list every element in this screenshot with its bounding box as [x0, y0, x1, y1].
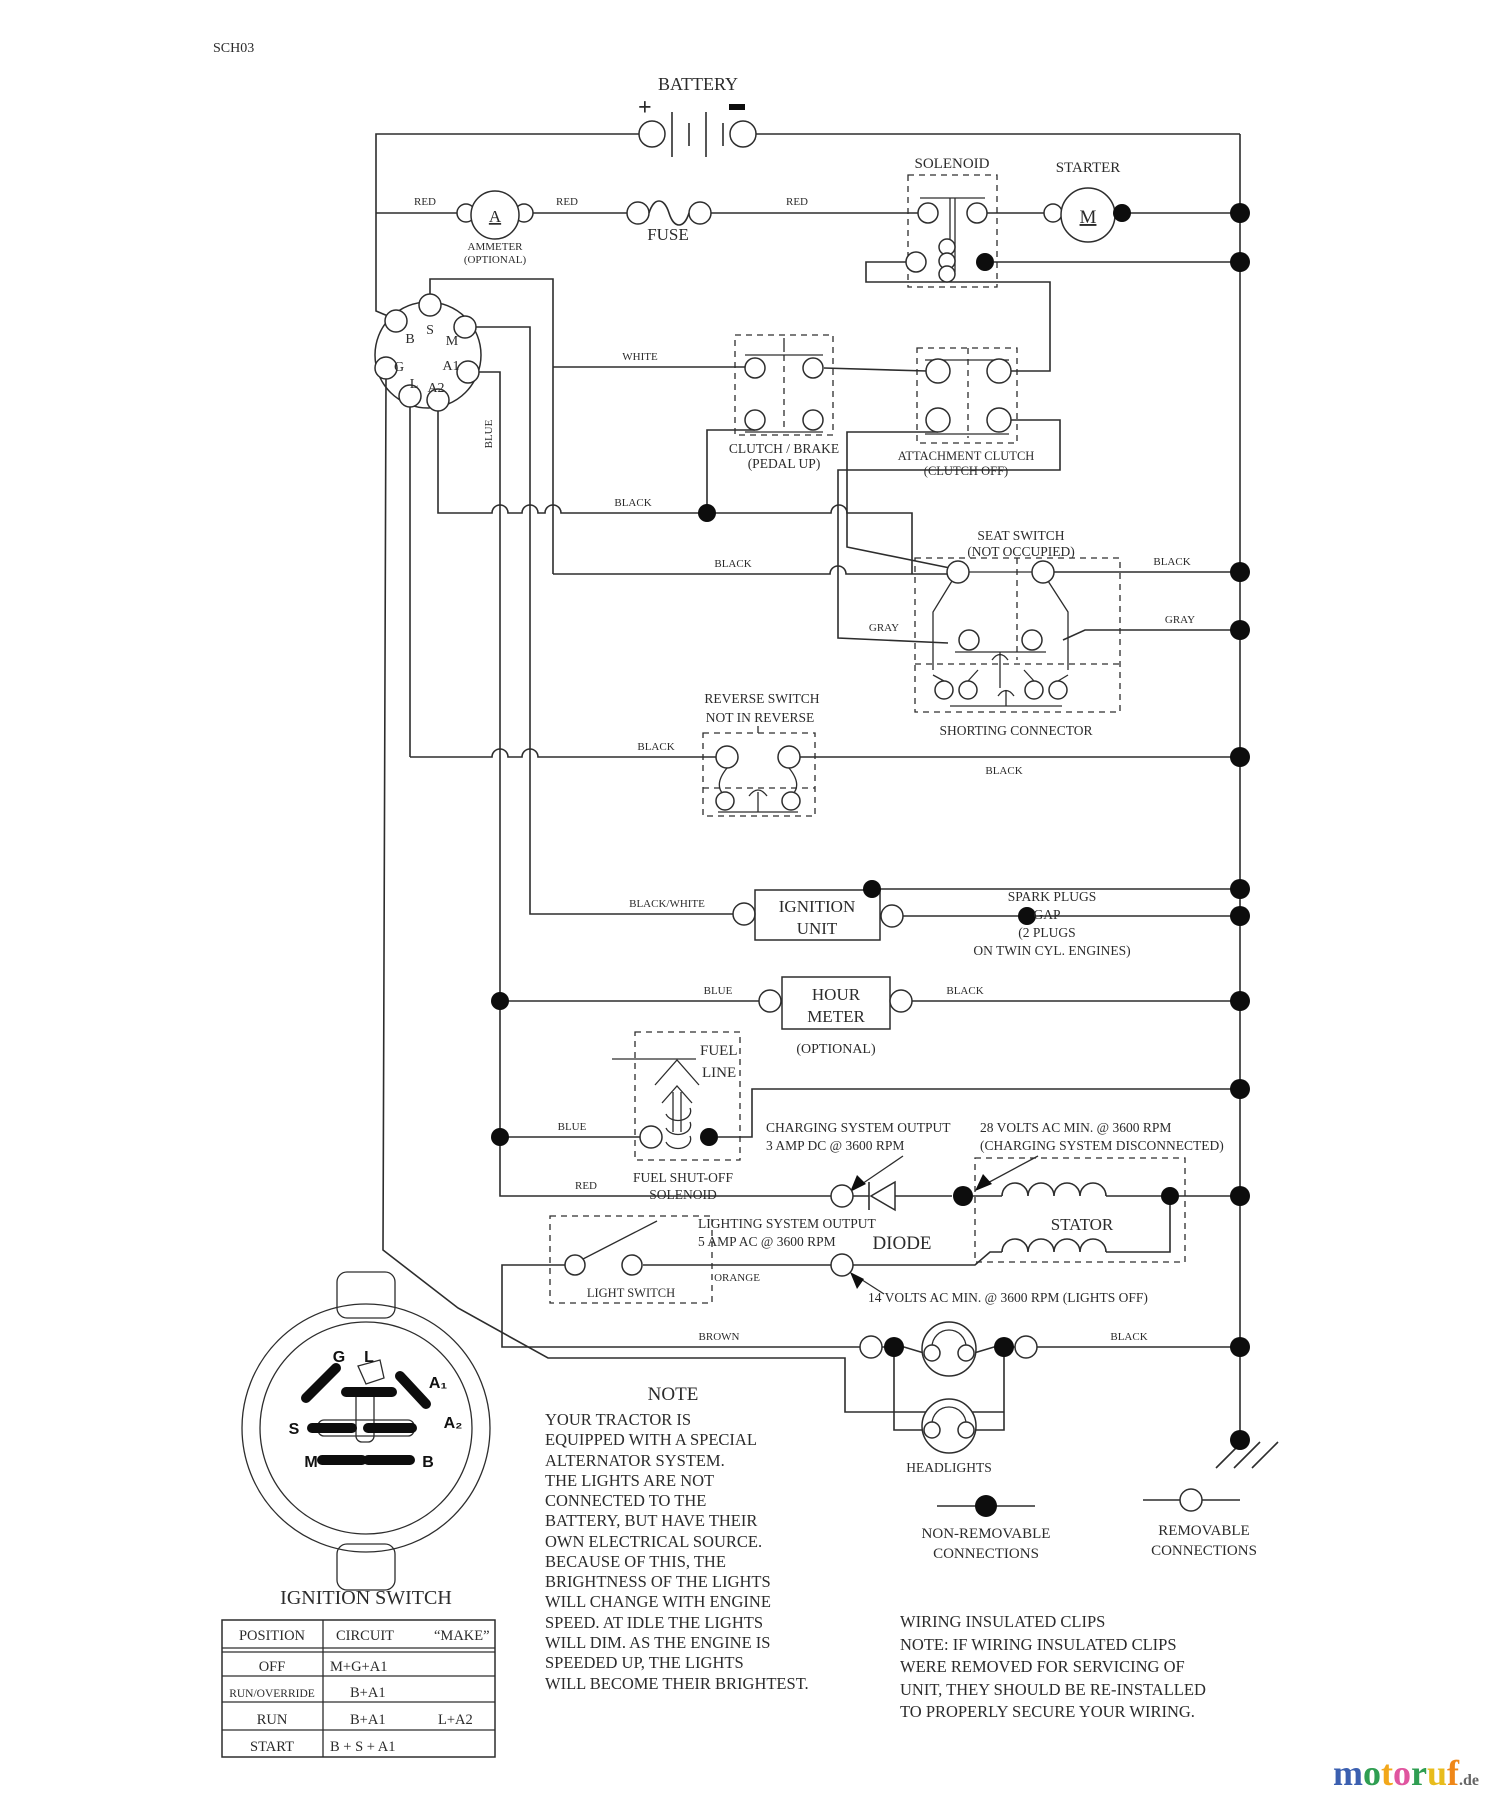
wire-label-blue: BLUE	[557, 1121, 587, 1133]
ignition-switch-title: IGNITION SWITCH	[280, 1587, 452, 1609]
wire-label-red: RED	[414, 196, 436, 208]
logo-letter: o	[1363, 1753, 1381, 1793]
ammeter-optional: (OPTIONAL)	[463, 254, 527, 266]
hour-meter-label: HOUR	[811, 985, 861, 1004]
fuel-shutoff-solenoid	[612, 1032, 740, 1202]
switch-terminal-m: M	[304, 1454, 318, 1471]
note-title: NOTE	[647, 1384, 699, 1405]
clips-note-line: WERE REMOVED FOR SERVICING OF	[900, 1657, 1185, 1676]
switch-terminal-a1: A₁	[428, 1375, 448, 1392]
clips-note-line: UNIT, THEY SHOULD BE RE-INSTALLED	[900, 1680, 1206, 1699]
clips-note	[900, 1612, 1206, 1721]
solenoid	[906, 156, 997, 287]
switch-terminal-s: S	[288, 1421, 300, 1438]
junction-dot	[1230, 562, 1250, 582]
junction-dot	[1230, 747, 1250, 767]
legend-label: REMOVABLE	[1158, 1523, 1250, 1539]
ignition-unit-sub: UNIT	[796, 919, 838, 938]
table-cell: B + S + A1	[330, 1739, 396, 1755]
plug-terminal-l: L	[409, 377, 419, 392]
wire-label-blue: BLUE	[483, 419, 495, 449]
plug-terminal-s: S	[426, 323, 434, 338]
volts28-arrowhead-icon	[975, 1174, 992, 1191]
fuse	[627, 201, 711, 244]
note-block	[545, 1384, 809, 1693]
spark-plugs-line: SPARK PLUGS	[1007, 889, 1097, 904]
wire-m-run	[476, 327, 733, 914]
plug-terminal-a1: A1	[442, 359, 460, 374]
headlights	[860, 1322, 1037, 1475]
spark-plugs-line: GAP	[1033, 907, 1061, 922]
non-removable-icon	[975, 1495, 997, 1517]
junction-dot	[698, 504, 716, 522]
note-line: WILL CHANGE WITH ENGINE	[545, 1592, 771, 1611]
volts28-label: 28 VOLTS AC MIN. @ 3600 RPM	[980, 1120, 1172, 1135]
battery-label: BATTERY	[657, 74, 739, 94]
fuel-coil-icon	[666, 1108, 691, 1148]
wire-switch-link	[383, 379, 1004, 1412]
lighting-output-label: LIGHTING SYSTEM OUTPUT	[698, 1216, 876, 1231]
attachment-clutch-switch	[898, 348, 1035, 478]
junction-dot	[1113, 204, 1131, 222]
table-cell: RUN	[256, 1712, 288, 1728]
table-cell: START	[250, 1739, 294, 1755]
starter-symbol: M	[1079, 207, 1097, 228]
junction-dot	[1230, 252, 1250, 272]
table-cell: OFF	[258, 1659, 286, 1675]
note-line: SPEED. AT IDLE THE LIGHTS	[545, 1613, 764, 1632]
ammeter-label: AMMETER	[467, 241, 523, 253]
logo-letter: r	[1411, 1753, 1427, 1793]
fuel-arrow-icon	[655, 1060, 699, 1132]
junction-dot	[1230, 906, 1250, 926]
plug-terminal-a2: A2	[427, 381, 445, 396]
table-header-make: “MAKE”	[434, 1628, 490, 1644]
plug-terminal-b: B	[405, 332, 415, 347]
seat-switch-label: SEAT SWITCH	[977, 528, 1065, 543]
note-line: YOUR TRACTOR IS	[545, 1410, 692, 1429]
reverse-switch	[703, 691, 820, 816]
volts14-arrowhead-icon	[850, 1272, 864, 1289]
ignition-unit-label: IGNITION	[778, 897, 856, 916]
wire-solenoid-return	[866, 262, 1050, 371]
logo-letter: f	[1447, 1753, 1460, 1793]
shorting-connector	[933, 670, 1093, 738]
wire-label-black: BLACK	[946, 985, 984, 997]
motoruf-logo	[1333, 1753, 1479, 1793]
clips-note-line: WIRING INSULATED CLIPS	[900, 1612, 1106, 1631]
volts28-arrow	[982, 1156, 1038, 1186]
wire-label-white: WHITE	[622, 351, 658, 363]
svg-text:motoruf.de	[1333, 1753, 1479, 1793]
junction-dot	[1161, 1187, 1179, 1205]
junction-dot	[1230, 1079, 1250, 1099]
stator-coil-icon	[1002, 1183, 1106, 1196]
junction-dot	[700, 1128, 718, 1146]
wire-label-orange: ORANGE	[714, 1272, 760, 1284]
note-line: EQUIPPED WITH A SPECIAL	[545, 1430, 757, 1449]
table-cell: B+A1	[350, 1685, 386, 1701]
wire-clutch-link	[824, 368, 927, 371]
switch-blade-icon	[583, 1221, 657, 1259]
table-cell: RUN/OVERRIDE	[229, 1688, 315, 1700]
note-line: BRIGHTNESS OF THE LIGHTS	[545, 1572, 771, 1591]
seat-switch	[915, 528, 1120, 738]
wire-label-black: BLACK	[714, 558, 752, 570]
junction-dot	[884, 1337, 904, 1357]
volts28-sub: (CHARGING SYSTEM DISCONNECTED)	[980, 1138, 1224, 1153]
wire-label-black: BLACK	[614, 497, 652, 509]
starter-label: STARTER	[1055, 160, 1121, 176]
junction-dot	[1230, 1337, 1250, 1357]
plug-terminal-g: G	[393, 360, 405, 375]
junction-dot	[976, 253, 994, 271]
table-header-circuit: CIRCUIT	[336, 1628, 394, 1644]
hour-meter-sub: METER	[807, 1007, 865, 1026]
wire-label-red: RED	[786, 196, 808, 208]
clips-note-line: NOTE: IF WIRING INSULATED CLIPS	[900, 1635, 1177, 1654]
make-table	[222, 1620, 495, 1757]
light-switch	[550, 1216, 712, 1303]
logo-letter: u	[1426, 1753, 1448, 1793]
legend-label: CONNECTIONS	[933, 1546, 1039, 1562]
battery-terminal	[730, 121, 756, 147]
clips-note-line: TO PROPERLY SECURE YOUR WIRING.	[900, 1702, 1195, 1721]
logo-letter: t	[1381, 1753, 1393, 1793]
table-cell: L+A2	[438, 1712, 473, 1728]
legend-label: CONNECTIONS	[1151, 1543, 1257, 1559]
ignition-switch-illustration	[242, 1272, 490, 1609]
junction-dot	[1230, 991, 1250, 1011]
hour-meter	[759, 977, 912, 1057]
wire-a2-run	[438, 411, 912, 574]
attachment-clutch-label: ATTACHMENT CLUTCH	[897, 449, 1035, 463]
junction-dot	[1230, 620, 1250, 640]
table-cell: M+G+A1	[330, 1659, 388, 1675]
seat-switch-sub: (NOT OCCUPIED)	[967, 544, 1075, 559]
reverse-switch-sub: NOT IN REVERSE	[705, 710, 815, 725]
fuel-shutoff-label: FUEL SHUT-OFF	[633, 1170, 733, 1185]
wire-label-black: BLACK	[637, 741, 675, 753]
light-switch-label: LIGHT SWITCH	[586, 1286, 676, 1300]
hour-meter-optional: (OPTIONAL)	[796, 1042, 876, 1057]
clutch-brake-sub: (PEDAL UP)	[747, 456, 821, 471]
fuel-label: FUEL	[700, 1043, 738, 1059]
battery-minus-icon	[729, 104, 745, 110]
wire-label-black: BLACK	[1153, 556, 1191, 568]
table-row	[257, 1712, 473, 1728]
logo-letter: o	[1393, 1753, 1411, 1793]
junction-dot	[1230, 1430, 1250, 1450]
switch-terminal-a2: A₂	[443, 1415, 463, 1432]
note-line: BATTERY, BUT HAVE THEIR	[545, 1511, 758, 1530]
wire-label-black: BLACK	[985, 765, 1023, 777]
spark-plugs-line: ON TWIN CYL. ENGINES)	[973, 943, 1131, 958]
legend-label: NON-REMOVABLE	[921, 1526, 1051, 1542]
removable-icon	[1180, 1489, 1202, 1511]
junction-dot	[491, 992, 509, 1010]
ammeter-symbol: A	[488, 207, 502, 226]
diode-label: DIODE	[872, 1233, 932, 1254]
logo-letter: m	[1333, 1753, 1363, 1793]
switch-terminal-l: L	[364, 1349, 374, 1366]
wire-gray-right	[1063, 630, 1240, 640]
key-plug-connector	[375, 294, 481, 411]
battery-plus-icon: +	[638, 95, 652, 121]
wire-label-red: RED	[556, 196, 578, 208]
junction-dot	[1230, 1186, 1250, 1206]
volts14-label: 14 VOLTS AC MIN. @ 3600 RPM (LIGHTS OFF)	[868, 1290, 1148, 1305]
junction-dot	[491, 1128, 509, 1146]
wire-orange-row	[643, 1252, 1002, 1265]
fuel-shutoff-sub: SOLENOID	[649, 1187, 717, 1202]
clutch-brake-label: CLUTCH / BRAKE	[728, 441, 840, 456]
charging-notes	[698, 1120, 1224, 1249]
note-line: CONNECTED TO THE	[545, 1491, 707, 1510]
spark-plugs-note	[973, 889, 1130, 958]
wire-label-gray: GRAY	[1164, 614, 1196, 626]
attachment-clutch-sub: (CLUTCH OFF)	[923, 464, 1009, 478]
switch-bar-g	[306, 1368, 336, 1398]
junction-dot	[863, 880, 881, 898]
wire-b-feed	[376, 213, 388, 316]
note-line: BECAUSE OF THIS, THE	[545, 1552, 726, 1571]
solenoid-label: SOLENOID	[914, 156, 990, 172]
connections-legend	[922, 1489, 1257, 1562]
note-line: ALTERNATOR SYSTEM.	[545, 1451, 725, 1470]
charging-output-sub: 3 AMP DC @ 3600 RPM	[766, 1138, 905, 1153]
spark-plugs-line: (2 PLUGS	[1018, 925, 1076, 940]
junction-dot	[994, 1337, 1014, 1357]
note-line: SPEEDED UP, THE LIGHTS	[545, 1653, 744, 1672]
switch-terminal-g: G	[332, 1349, 346, 1366]
logo-suffix: .de	[1459, 1772, 1480, 1789]
wire-label-black: BLACK	[1110, 1331, 1148, 1343]
plug-terminal-m: M	[445, 334, 459, 349]
sheet-code: SCH03	[213, 41, 255, 56]
ammeter	[457, 191, 533, 266]
battery	[638, 74, 756, 157]
junction-dot	[1230, 203, 1250, 223]
switch-bar-a1	[400, 1376, 426, 1404]
battery-terminal	[639, 121, 665, 147]
fuse-label: FUSE	[647, 225, 689, 244]
note-line: WILL DIM. AS THE ENGINE IS	[545, 1633, 771, 1652]
note-line: THE LIGHTS ARE NOT	[545, 1471, 715, 1490]
shorting-connector-label: SHORTING CONNECTOR	[939, 723, 1093, 738]
starter	[1044, 160, 1131, 242]
wire-label-black-white: BLACK/WHITE	[629, 898, 705, 910]
note-line: OWN ELECTRICAL SOURCE.	[545, 1532, 763, 1551]
stator-label: STATOR	[1050, 1215, 1114, 1234]
wire-label-gray: GRAY	[868, 622, 900, 634]
junction-dot	[953, 1186, 973, 1206]
wire-brown-row	[502, 1265, 860, 1347]
switch-terminal-b: B	[422, 1454, 434, 1471]
clutch-brake-switch	[729, 335, 839, 471]
table-header-position: POSITION	[238, 1628, 306, 1644]
lighting-output-sub: 5 AMP AC @ 3600 RPM	[698, 1234, 836, 1249]
solenoid-coil-terminal	[906, 252, 926, 272]
wires	[376, 134, 1278, 1468]
fuel-line-label: LINE	[702, 1065, 737, 1081]
reverse-switch-label: REVERSE SWITCH	[704, 691, 820, 706]
battery-cells-icon	[672, 112, 723, 157]
note-line: WILL BECOME THEIR BRIGHTEST.	[545, 1674, 809, 1693]
wire-label-blue: BLUE	[703, 985, 733, 997]
table-row	[229, 1685, 385, 1701]
wire-label-brown: BROWN	[698, 1331, 740, 1343]
charging-arrowhead-icon	[850, 1175, 866, 1192]
wire-stator-bottom	[1106, 1196, 1170, 1252]
fuse-icon	[649, 201, 689, 225]
stator-coil-icon	[1002, 1239, 1106, 1252]
headlights-label: HEADLIGHTS	[906, 1460, 992, 1475]
wire-label-red: RED	[575, 1180, 597, 1192]
charging-output-label: CHARGING SYSTEM OUTPUT	[766, 1120, 951, 1135]
wire-a1-run	[479, 372, 831, 1196]
table-cell: B+A1	[350, 1712, 386, 1728]
junction-dot	[1230, 879, 1250, 899]
wire-l-run	[410, 407, 716, 757]
